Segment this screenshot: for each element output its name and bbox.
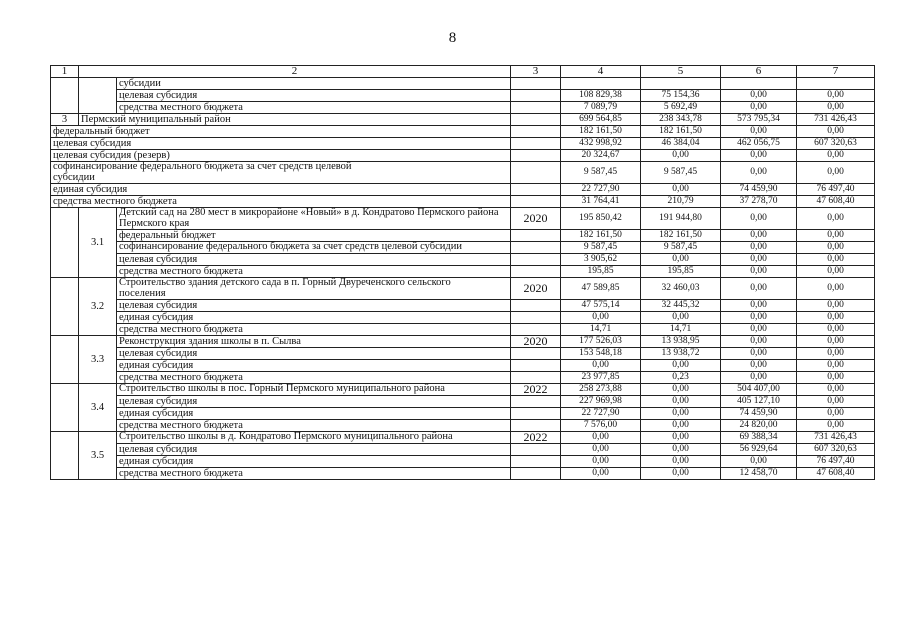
- table-row: софинансирование федерального бюджета за счет средств целевой субсидии 9 587,45 9 587,45 0,00 0,00: [51, 242, 875, 254]
- table-row: 3.5 Строительство школы в д. Кондратово Пермского муниципального района 2022 0,00 0,00 69 388,34 731 426,43: [51, 432, 875, 444]
- table-row: средства местного бюджета 23 977,85 0,23 0,00 0,00: [51, 372, 875, 384]
- header-row: [51, 66, 875, 78]
- row-number: 3.3: [79, 336, 117, 384]
- budget-table: [50, 65, 875, 480]
- row-name: субсидии: [117, 78, 511, 90]
- row-name: целевая субсидия: [51, 138, 511, 150]
- table-row: единая субсидия 0,00 0,00 0,00 0,00: [51, 360, 875, 372]
- table-row: 3.1 Детский сад на 280 мест в микрорайоне «Новый» в д. Кондратово Пермского района Пермского края 2020 195 850,42 191 944,80 0,00 0,00: [51, 208, 875, 230]
- table-row: средства местного бюджета 0,00 0,00 12 458,70 47 608,40: [51, 468, 875, 480]
- table-row: федеральный бюджет 182 161,50 182 161,50 0,00 0,00: [51, 126, 875, 138]
- row-number: 3.1: [79, 208, 117, 278]
- row-name: целевая субсидия: [117, 348, 511, 360]
- row-name: целевая субсидия: [117, 90, 511, 102]
- header-col-3: 3: [511, 66, 561, 78]
- table-row: [51, 78, 875, 90]
- row-name: Реконструкция здания школы в п. Сылва: [117, 336, 511, 348]
- row-name: средства местного бюджета: [117, 102, 511, 114]
- page-number: 8: [448, 30, 457, 46]
- header-col-1: 1: [51, 66, 79, 78]
- row-name: Строительство школы в д. Кондратово Пермского муниципального района: [117, 432, 511, 444]
- header-col-5: 5: [641, 66, 721, 78]
- table-row: единая субсидия 0,00 0,00 0,00 0,00: [51, 312, 875, 324]
- row-name: Строительство здания детского сада в п. Горный Двуреченского сельского поселения: [117, 278, 511, 300]
- row-name: единая субсидия: [51, 184, 511, 196]
- table-row: средства местного бюджета 14,71 14,71 0,00 0,00: [51, 324, 875, 336]
- table-row: единая субсидия 22 727,90 0,00 74 459,90 76 497,40: [51, 184, 875, 196]
- row-name: софинансирование федерального бюджета за счет средств целевой субсидии: [117, 242, 511, 254]
- row-name: средства местного бюджета: [117, 324, 511, 336]
- row-name: Детский сад на 280 мест в микрорайоне «Новый» в д. Кондратово Пермского района Пермского края: [117, 208, 511, 230]
- row-number: 3: [51, 114, 79, 126]
- header-col-7: 7: [797, 66, 875, 78]
- table-row: средства местного бюджета 195,85 195,85 0,00 0,00: [51, 266, 875, 278]
- table-row: средства местного бюджета 31 764,41 210,79 37 278,70 47 608,40: [51, 196, 875, 208]
- row-name: единая субсидия: [117, 408, 511, 420]
- row-name: Строительство школы в пос. Горный Пермского муниципального района: [117, 384, 511, 396]
- table-row: средства местного бюджета 7 576,00 0,00 24 820,00 0,00: [51, 420, 875, 432]
- row-name: средства местного бюджета: [117, 266, 511, 278]
- header-col-2: 2: [79, 66, 511, 78]
- row-name: софинансирование федерального бюджета за счет средств целевой субсидии: [51, 162, 511, 184]
- table-row: 3 Пермский муниципальный район 699 564,85 238 343,78 573 795,34 731 426,43: [51, 114, 875, 126]
- table-row: целевая субсидия 227 969,98 0,00 405 127,10 0,00: [51, 396, 875, 408]
- table-row: 3.2 Строительство здания детского сада в п. Горный Двуреченского сельского поселения 2020 47 589,85 32 460,03 0,00 0,00: [51, 278, 875, 300]
- table-row: целевая субсидия 3 905,62 0,00 0,00 0,00: [51, 254, 875, 266]
- header-col-4: 4: [561, 66, 641, 78]
- row-name: целевая субсидия: [117, 254, 511, 266]
- table-row: целевая субсидия (резерв) 20 324,67 0,00 0,00 0,00: [51, 150, 875, 162]
- table-row: целевая субсидия 432 998,92 46 384,04 462 056,75 607 320,63: [51, 138, 875, 150]
- row-number: 3.2: [79, 278, 117, 336]
- table-row: софинансирование федерального бюджета за счет средств целевой субсидии 9 587,45 9 587,45 0,00 0,00: [51, 162, 875, 184]
- row-name: средства местного бюджета: [117, 420, 511, 432]
- table-row: единая субсидия 22 727,90 0,00 74 459,90 0,00: [51, 408, 875, 420]
- row-number: 3.4: [79, 384, 117, 432]
- row-name: целевая субсидия: [117, 444, 511, 456]
- table-row: целевая субсидия 47 575,14 32 445,32 0,00 0,00: [51, 300, 875, 312]
- table-row: целевая субсидия 0,00 0,00 56 929,64 607 320,63: [51, 444, 875, 456]
- row-number: 3.5: [79, 432, 117, 480]
- table-row: единая субсидия 0,00 0,00 0,00 76 497,40: [51, 456, 875, 468]
- row-name: средства местного бюджета: [51, 196, 511, 208]
- row-name: средства местного бюджета: [117, 468, 511, 480]
- row-name: Пермский муниципальный район: [79, 114, 511, 126]
- row-name: федеральный бюджет: [51, 126, 511, 138]
- table-row: целевая субсидия 108 829,38 75 154,36 0,00 0,00: [51, 90, 875, 102]
- row-name: средства местного бюджета: [117, 372, 511, 384]
- table-row: целевая субсидия 153 548,18 13 938,72 0,00 0,00: [51, 348, 875, 360]
- table-row: федеральный бюджет 182 161,50 182 161,50 0,00 0,00: [51, 230, 875, 242]
- row-name: единая субсидия: [117, 456, 511, 468]
- row-name: целевая субсидия: [117, 300, 511, 312]
- table-row: 3.3 Реконструкция здания школы в п. Сылва 2020 177 526,03 13 938,95 0,00 0,00: [51, 336, 875, 348]
- table-row: 3.4 Строительство школы в пос. Горный Пермского муниципального района 2022 258 273,88 0,00 504 407,00 0,00: [51, 384, 875, 396]
- row-name: целевая субсидия (резерв): [51, 150, 511, 162]
- row-name: целевая субсидия: [117, 396, 511, 408]
- row-name: единая субсидия: [117, 360, 511, 372]
- table-row: средства местного бюджета 7 089,79 5 692,49 0,00 0,00: [51, 102, 875, 114]
- row-name: федеральный бюджет: [117, 230, 511, 242]
- row-name: единая субсидия: [117, 312, 511, 324]
- header-col-6: 6: [721, 66, 797, 78]
